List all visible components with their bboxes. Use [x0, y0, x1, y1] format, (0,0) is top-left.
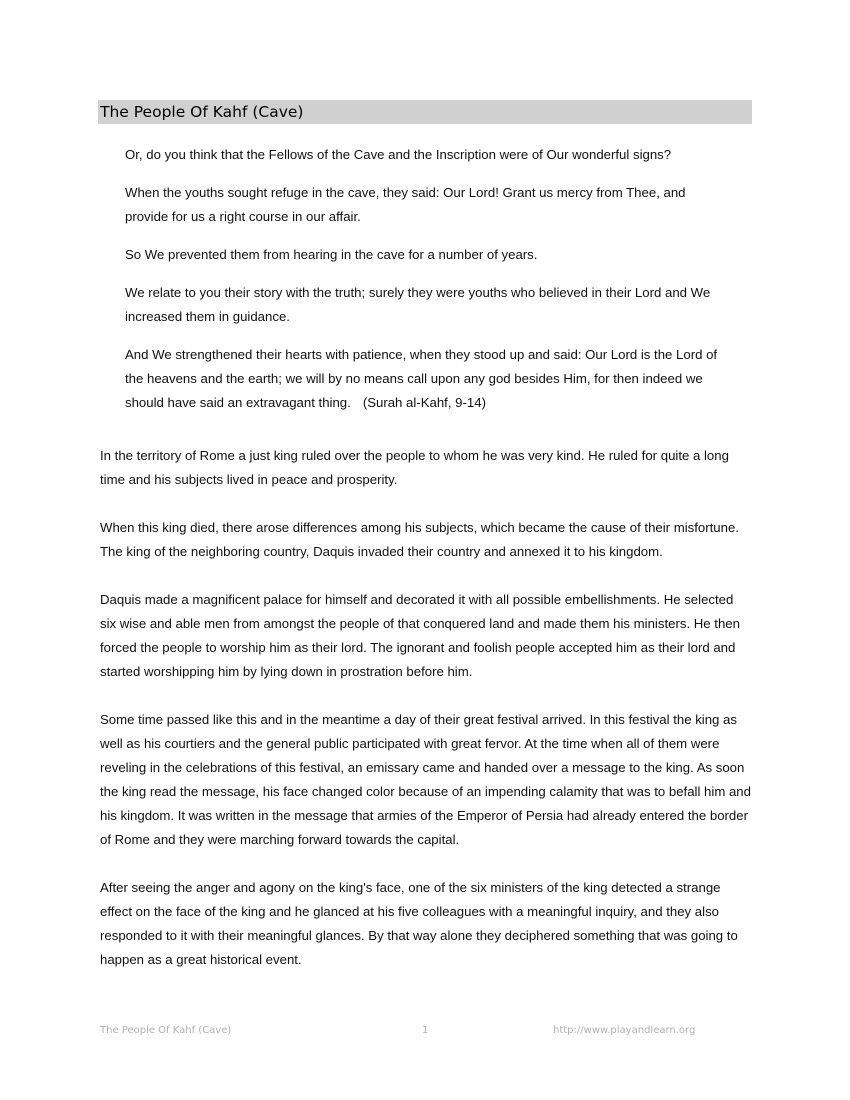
paragraph-2: When this king died, there arose differences among his subjects, which became the cause of their misfortune. The king of the neighboring country, Daquis invaded their country and annexed it to his kingdom. [100, 520, 739, 559]
page-number: 1 [422, 1025, 429, 1036]
page-footer [0, 1025, 850, 1043]
paragraph-5: After seeing the anger and agony on the king's face, one of the six ministers of the king detected a strange effect on the face of the king and he glanced at his five colleagues with a meaningful inquiry, and they also responded to it with their meaningful glances. By that way alone they deciphered something that was going to happen as a great historical event. [100, 880, 738, 967]
verse-5 [125, 343, 730, 415]
verse-1: Or, do you think that the Fellows of the Cave and the Inscription were of Our wonderful signs? [125, 147, 672, 162]
verse-4: We relate to you their story with the truth; surely they were youths who believed in their Lord and We increased them in guidance. [125, 285, 711, 324]
verse-2: When the youths sought refuge in the cave, they said: Our Lord! Grant us mercy from Thee, and provide for us a right course in our affair. [125, 185, 686, 224]
page-title: The People Of Kahf (Cave) [100, 103, 304, 121]
paragraph-3: Daquis made a magnificent palace for himself and decorated it with all possible embellishments. He selected six wise and able men from amongst the people of that conquered land and made them his ministers. He then forced the people to worship him as their lord. The ignorant and foolish people accepted him as their lord and started worshipping him by lying down in prostration before him. [100, 592, 740, 679]
verse-reference: (Surah al-Kahf, 9-14) [362, 395, 486, 410]
story-body [100, 444, 752, 996]
title-bar [98, 100, 752, 124]
footer-url: http://www.playandlearn.org [553, 1025, 696, 1036]
verse-5-text: And We strengthened their hearts with patience, when they stood up and said: Our Lord is the Lord of the heavens and the earth; we will by no means call upon any god besides Him, for then indeed we should have said an extravagant thing. [125, 347, 718, 410]
paragraph-1: In the territory of Rome a just king ruled over the people to whom he was very kind. He ruled for quite a long time and his subjects lived in peace and prosperity. [100, 448, 729, 487]
quran-verses [125, 143, 730, 429]
footer-title: The People Of Kahf (Cave) [100, 1025, 232, 1036]
paragraph-4: Some time passed like this and in the meantime a day of their great festival arrived. In this festival the king as well as his courtiers and the general public participated with great fervor. At the time when all of them were reveling in the celebrations of this festival, an emissary came and handed over a message to the king. As soon the king read the message, his face changed color because of an impending calamity that was to befall him and his kingdom. It was written in the message that armies of the Emperor of Persia had already entered the border of Rome and they were marching forward towards the capital. [100, 712, 751, 847]
verse-3: So We prevented them from hearing in the cave for a number of years. [125, 247, 538, 262]
